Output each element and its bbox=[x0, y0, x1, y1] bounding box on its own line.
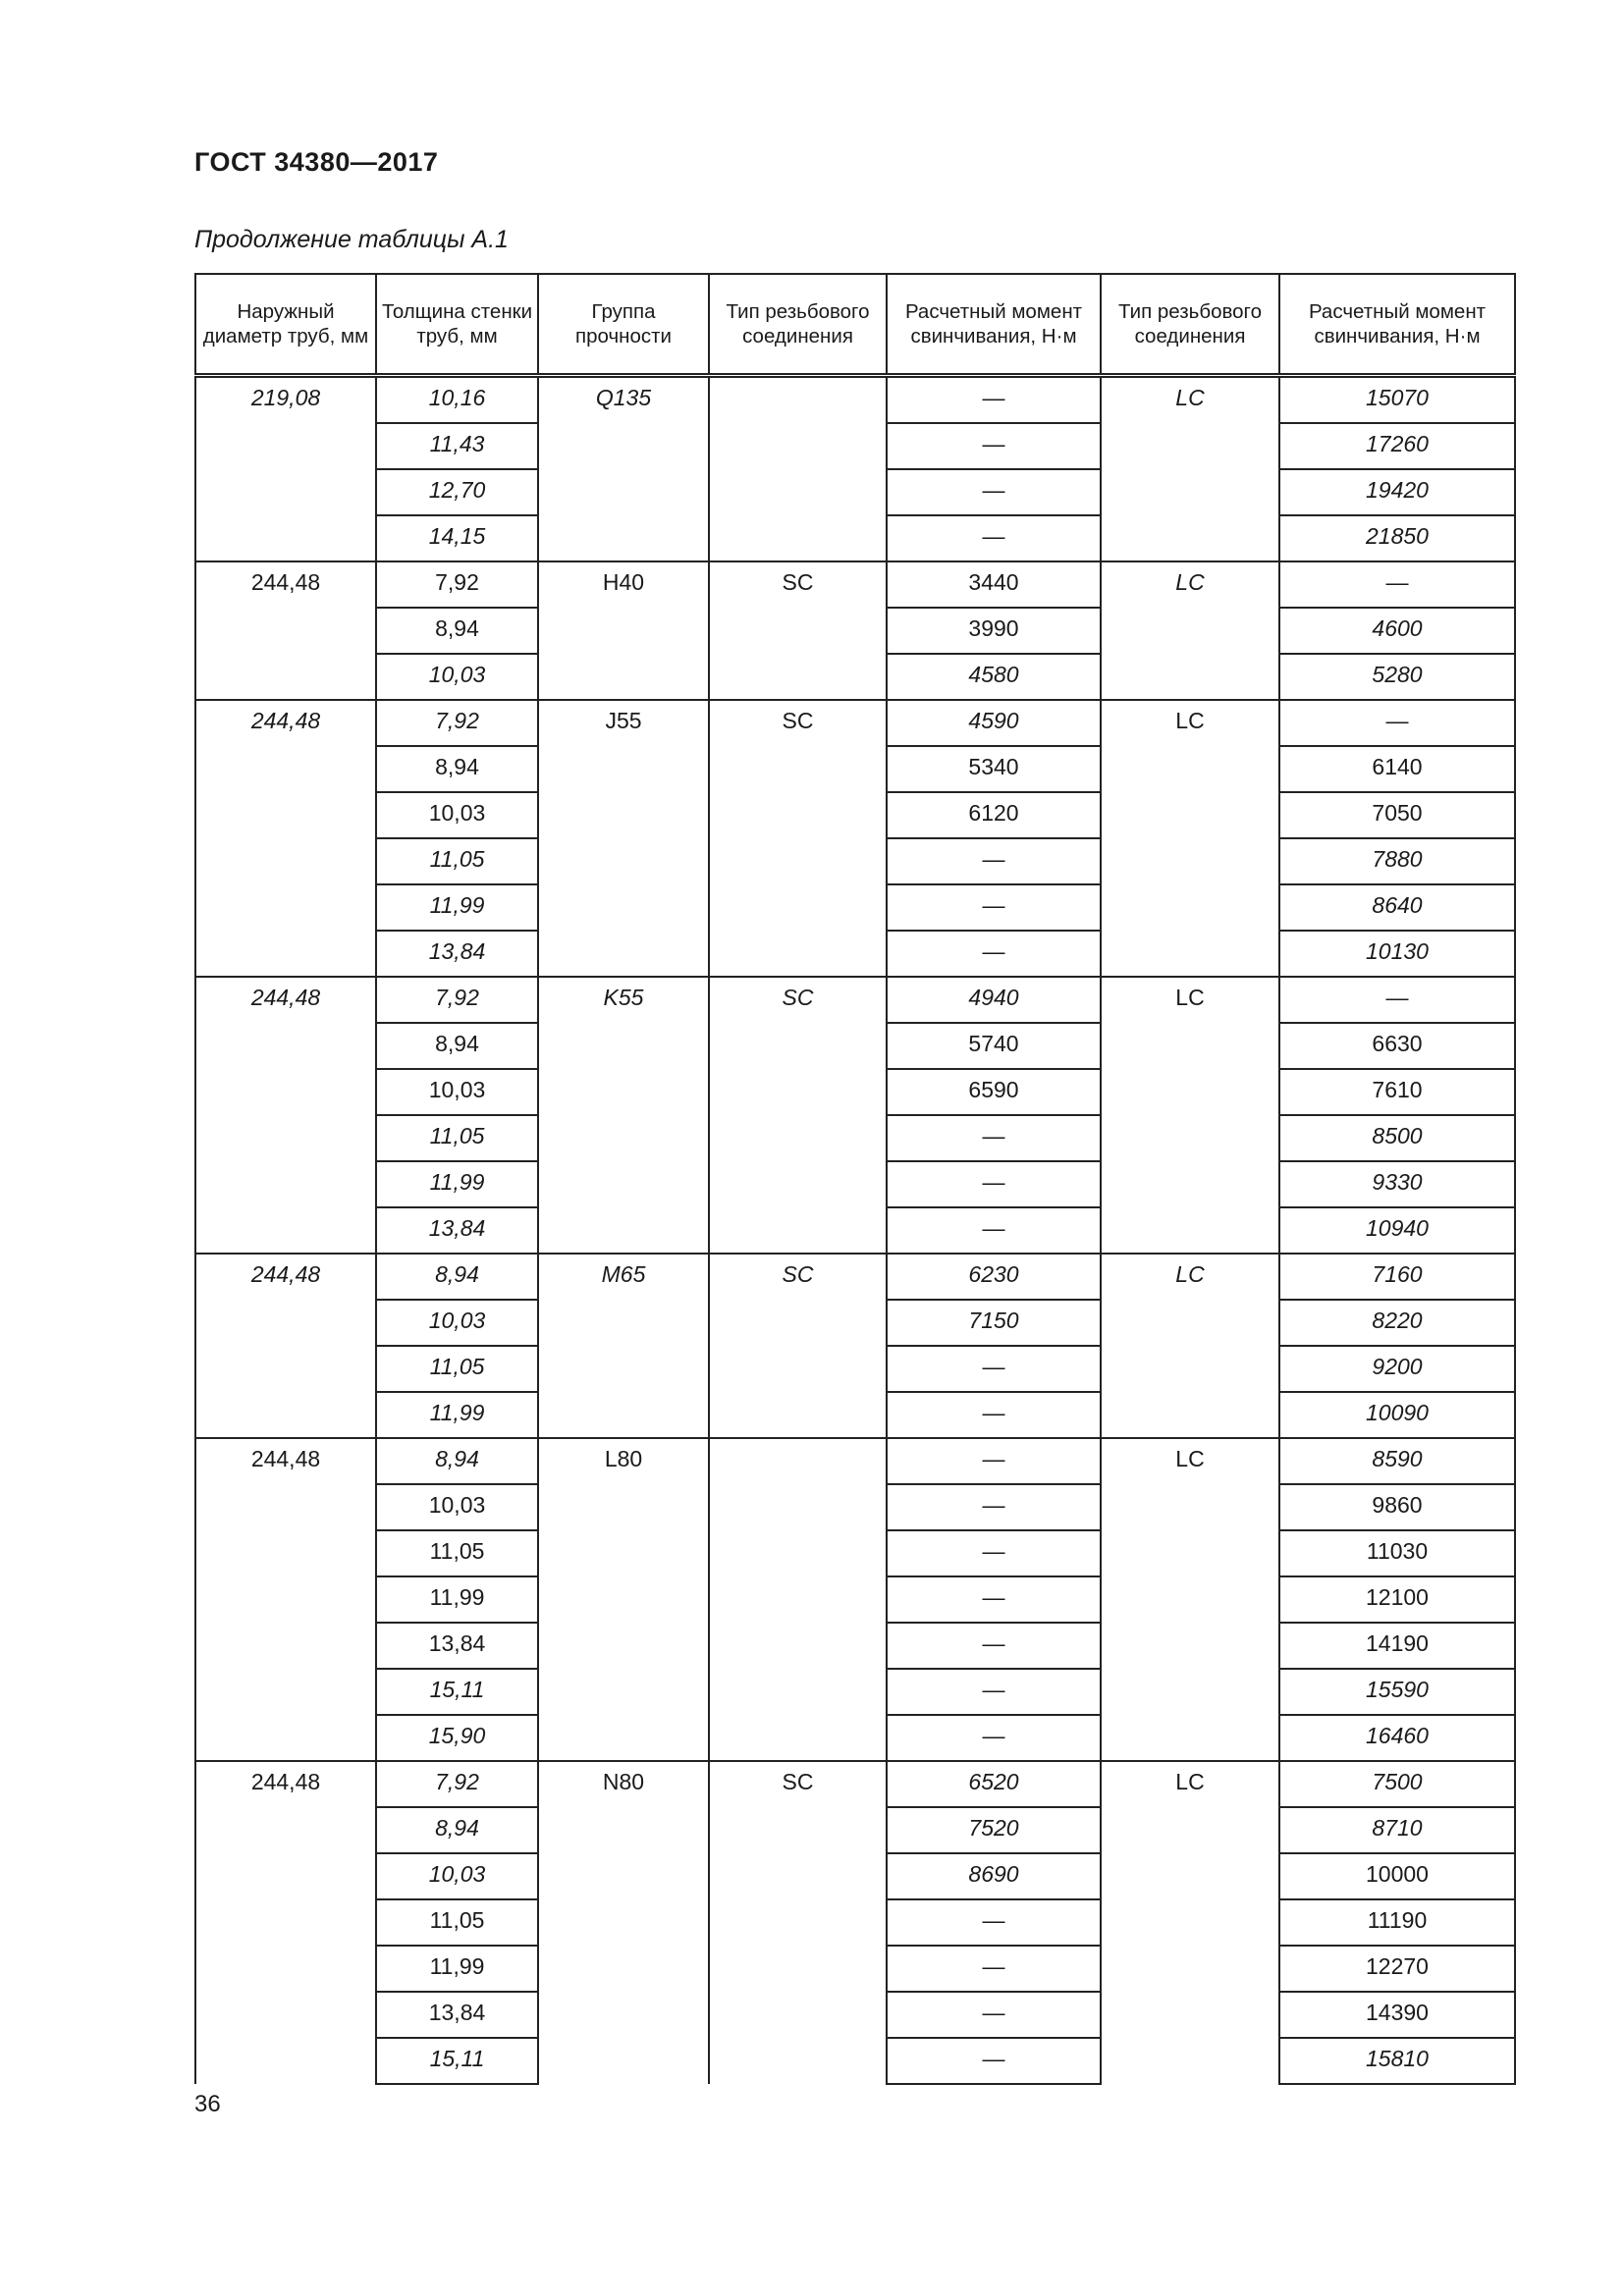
cell-strength-group: N80 bbox=[538, 1761, 709, 2084]
cell-torque-lc: 17260 bbox=[1279, 423, 1515, 469]
cell-wall-thickness: 14,15 bbox=[376, 515, 538, 561]
cell-wall-thickness: 8,94 bbox=[376, 1807, 538, 1853]
cell-wall-thickness: 7,92 bbox=[376, 1761, 538, 1807]
cell-torque-sc: — bbox=[887, 515, 1101, 561]
cell-torque-sc: — bbox=[887, 1715, 1101, 1761]
cell-thread-type-sc: SC bbox=[709, 1254, 887, 1438]
cell-torque-sc: — bbox=[887, 469, 1101, 515]
cell-torque-sc: 5340 bbox=[887, 746, 1101, 792]
cell-torque-lc: 4600 bbox=[1279, 608, 1515, 654]
cell-torque-sc: — bbox=[887, 931, 1101, 977]
cell-torque-lc: 10130 bbox=[1279, 931, 1515, 977]
cell-thread-type-sc bbox=[709, 376, 887, 562]
cell-torque-sc: — bbox=[887, 1115, 1101, 1161]
cell-torque-sc: — bbox=[887, 884, 1101, 931]
cell-outer-diameter: 219,08 bbox=[195, 376, 376, 562]
cell-torque-lc: 14190 bbox=[1279, 1623, 1515, 1669]
table-row bbox=[195, 1438, 1515, 1484]
cell-wall-thickness: 11,99 bbox=[376, 1946, 538, 1992]
cell-torque-lc: 19420 bbox=[1279, 469, 1515, 515]
cell-torque-lc: — bbox=[1279, 700, 1515, 746]
cell-torque-sc: — bbox=[887, 1576, 1101, 1623]
cell-torque-sc: — bbox=[887, 1946, 1101, 1992]
cell-torque-sc: — bbox=[887, 1392, 1101, 1438]
col-header-thread-type-sc: Тип резьбового соединения bbox=[709, 274, 887, 376]
cell-wall-thickness: 10,03 bbox=[376, 1300, 538, 1346]
document-header: ГОСТ 34380—2017 bbox=[194, 147, 439, 177]
cell-torque-sc: 6120 bbox=[887, 792, 1101, 838]
cell-wall-thickness: 13,84 bbox=[376, 1623, 538, 1669]
table-row bbox=[195, 1761, 1515, 1807]
cell-wall-thickness: 15,11 bbox=[376, 2038, 538, 2084]
cell-wall-thickness: 7,92 bbox=[376, 700, 538, 746]
cell-wall-thickness: 7,92 bbox=[376, 561, 538, 608]
cell-wall-thickness: 13,84 bbox=[376, 1992, 538, 2038]
torque-table bbox=[194, 273, 1516, 2085]
cell-torque-lc: 14390 bbox=[1279, 1992, 1515, 2038]
col-header-wall-thickness: Толщина стенки труб, мм bbox=[376, 274, 538, 376]
cell-wall-thickness: 8,94 bbox=[376, 746, 538, 792]
cell-outer-diameter: 244,48 bbox=[195, 1438, 376, 1761]
cell-torque-lc: 15590 bbox=[1279, 1669, 1515, 1715]
cell-torque-lc: 7050 bbox=[1279, 792, 1515, 838]
cell-torque-sc: — bbox=[887, 1669, 1101, 1715]
table-caption: Продолжение таблицы А.1 bbox=[194, 226, 509, 253]
cell-wall-thickness: 8,94 bbox=[376, 608, 538, 654]
table-row bbox=[195, 376, 1515, 424]
cell-torque-lc: 8590 bbox=[1279, 1438, 1515, 1484]
cell-torque-sc: 3440 bbox=[887, 561, 1101, 608]
cell-torque-sc: — bbox=[887, 1438, 1101, 1484]
cell-torque-lc: 10000 bbox=[1279, 1853, 1515, 1899]
col-header-outer-diameter: Наружный диаметр труб, мм bbox=[195, 274, 376, 376]
cell-wall-thickness: 13,84 bbox=[376, 931, 538, 977]
cell-torque-lc: 9860 bbox=[1279, 1484, 1515, 1530]
cell-wall-thickness: 11,05 bbox=[376, 838, 538, 884]
cell-torque-sc: 7150 bbox=[887, 1300, 1101, 1346]
cell-torque-lc: 11190 bbox=[1279, 1899, 1515, 1946]
cell-wall-thickness: 15,90 bbox=[376, 1715, 538, 1761]
cell-thread-type-lc: LC bbox=[1101, 977, 1279, 1254]
cell-torque-sc: — bbox=[887, 1530, 1101, 1576]
cell-wall-thickness: 11,05 bbox=[376, 1346, 538, 1392]
cell-wall-thickness: 8,94 bbox=[376, 1254, 538, 1300]
cell-torque-sc: 7520 bbox=[887, 1807, 1101, 1853]
cell-torque-lc: 7500 bbox=[1279, 1761, 1515, 1807]
cell-torque-sc: 6590 bbox=[887, 1069, 1101, 1115]
cell-thread-type-lc: LC bbox=[1101, 700, 1279, 977]
col-header-torque-lc: Расчетный момент свинчивания, Н·м bbox=[1279, 274, 1515, 376]
cell-wall-thickness: 7,92 bbox=[376, 977, 538, 1023]
table-row bbox=[195, 977, 1515, 1023]
cell-torque-lc: 8640 bbox=[1279, 884, 1515, 931]
cell-thread-type-lc: LC bbox=[1101, 1254, 1279, 1438]
cell-wall-thickness: 11,99 bbox=[376, 884, 538, 931]
cell-torque-sc: — bbox=[887, 1484, 1101, 1530]
cell-wall-thickness: 11,99 bbox=[376, 1576, 538, 1623]
cell-torque-lc: 10940 bbox=[1279, 1207, 1515, 1254]
table-header-row bbox=[195, 274, 1515, 376]
cell-strength-group: K55 bbox=[538, 977, 709, 1254]
cell-strength-group: H40 bbox=[538, 561, 709, 700]
cell-wall-thickness: 10,03 bbox=[376, 1853, 538, 1899]
cell-wall-thickness: 10,03 bbox=[376, 1484, 538, 1530]
cell-torque-lc: 10090 bbox=[1279, 1392, 1515, 1438]
cell-wall-thickness: 10,16 bbox=[376, 376, 538, 424]
cell-outer-diameter: 244,48 bbox=[195, 561, 376, 700]
cell-torque-sc: — bbox=[887, 838, 1101, 884]
cell-torque-sc: 5740 bbox=[887, 1023, 1101, 1069]
cell-torque-lc: 6630 bbox=[1279, 1023, 1515, 1069]
cell-thread-type-sc: SC bbox=[709, 1761, 887, 2084]
col-header-thread-type-lc: Тип резьбового соединения bbox=[1101, 274, 1279, 376]
cell-thread-type-lc: LC bbox=[1101, 561, 1279, 700]
col-header-torque-sc: Расчетный момент свинчивания, Н·м bbox=[887, 274, 1101, 376]
cell-thread-type-lc: LC bbox=[1101, 1761, 1279, 2084]
cell-outer-diameter: 244,48 bbox=[195, 977, 376, 1254]
cell-torque-sc: 4590 bbox=[887, 700, 1101, 746]
cell-torque-lc: 5280 bbox=[1279, 654, 1515, 700]
cell-torque-lc: 12270 bbox=[1279, 1946, 1515, 1992]
cell-wall-thickness: 11,99 bbox=[376, 1392, 538, 1438]
cell-wall-thickness: 10,03 bbox=[376, 1069, 538, 1115]
cell-thread-type-lc: LC bbox=[1101, 1438, 1279, 1761]
cell-torque-lc: 15070 bbox=[1279, 376, 1515, 424]
cell-torque-sc: 6230 bbox=[887, 1254, 1101, 1300]
col-header-strength-group: Группа прочности bbox=[538, 274, 709, 376]
cell-outer-diameter: 244,48 bbox=[195, 700, 376, 977]
cell-wall-thickness: 12,70 bbox=[376, 469, 538, 515]
cell-wall-thickness: 10,03 bbox=[376, 792, 538, 838]
cell-torque-lc: 11030 bbox=[1279, 1530, 1515, 1576]
cell-thread-type-sc: SC bbox=[709, 561, 887, 700]
cell-wall-thickness: 11,05 bbox=[376, 1899, 538, 1946]
cell-outer-diameter: 244,48 bbox=[195, 1254, 376, 1438]
cell-torque-sc: — bbox=[887, 376, 1101, 424]
cell-wall-thickness: 11,05 bbox=[376, 1530, 538, 1576]
page-number: 36 bbox=[194, 2091, 221, 2117]
cell-torque-sc: 8690 bbox=[887, 1853, 1101, 1899]
cell-strength-group: L80 bbox=[538, 1438, 709, 1761]
cell-torque-lc: 9330 bbox=[1279, 1161, 1515, 1207]
cell-torque-sc: — bbox=[887, 1161, 1101, 1207]
table-row bbox=[195, 561, 1515, 608]
cell-wall-thickness: 8,94 bbox=[376, 1023, 538, 1069]
table-row bbox=[195, 1254, 1515, 1300]
cell-wall-thickness: 15,11 bbox=[376, 1669, 538, 1715]
cell-wall-thickness: 10,03 bbox=[376, 654, 538, 700]
cell-torque-lc: 8710 bbox=[1279, 1807, 1515, 1853]
cell-torque-sc: 3990 bbox=[887, 608, 1101, 654]
cell-torque-sc: — bbox=[887, 1623, 1101, 1669]
cell-torque-lc: 7610 bbox=[1279, 1069, 1515, 1115]
table-body bbox=[195, 376, 1515, 2085]
cell-torque-sc: — bbox=[887, 1899, 1101, 1946]
cell-torque-sc: — bbox=[887, 1346, 1101, 1392]
cell-wall-thickness: 11,05 bbox=[376, 1115, 538, 1161]
cell-torque-sc: 6520 bbox=[887, 1761, 1101, 1807]
cell-thread-type-sc bbox=[709, 1438, 887, 1761]
cell-strength-group: J55 bbox=[538, 700, 709, 977]
cell-torque-lc: 6140 bbox=[1279, 746, 1515, 792]
cell-torque-lc: 21850 bbox=[1279, 515, 1515, 561]
cell-torque-lc: 7880 bbox=[1279, 838, 1515, 884]
cell-thread-type-lc: LC bbox=[1101, 376, 1279, 562]
cell-torque-lc: — bbox=[1279, 977, 1515, 1023]
cell-torque-lc: 15810 bbox=[1279, 2038, 1515, 2084]
cell-torque-sc: — bbox=[887, 423, 1101, 469]
cell-strength-group: M65 bbox=[538, 1254, 709, 1438]
cell-torque-lc: — bbox=[1279, 561, 1515, 608]
cell-strength-group: Q135 bbox=[538, 376, 709, 562]
cell-torque-sc: — bbox=[887, 1992, 1101, 2038]
cell-torque-sc: — bbox=[887, 2038, 1101, 2084]
cell-wall-thickness: 13,84 bbox=[376, 1207, 538, 1254]
cell-torque-sc: — bbox=[887, 1207, 1101, 1254]
table-row bbox=[195, 700, 1515, 746]
cell-torque-sc: 4940 bbox=[887, 977, 1101, 1023]
cell-torque-lc: 7160 bbox=[1279, 1254, 1515, 1300]
cell-thread-type-sc: SC bbox=[709, 700, 887, 977]
cell-wall-thickness: 11,43 bbox=[376, 423, 538, 469]
cell-torque-lc: 16460 bbox=[1279, 1715, 1515, 1761]
cell-outer-diameter: 244,48 bbox=[195, 1761, 376, 2084]
cell-wall-thickness: 8,94 bbox=[376, 1438, 538, 1484]
cell-thread-type-sc: SC bbox=[709, 977, 887, 1254]
cell-wall-thickness: 11,99 bbox=[376, 1161, 538, 1207]
cell-torque-lc: 8500 bbox=[1279, 1115, 1515, 1161]
cell-torque-lc: 12100 bbox=[1279, 1576, 1515, 1623]
cell-torque-sc: 4580 bbox=[887, 654, 1101, 700]
cell-torque-lc: 8220 bbox=[1279, 1300, 1515, 1346]
cell-torque-lc: 9200 bbox=[1279, 1346, 1515, 1392]
